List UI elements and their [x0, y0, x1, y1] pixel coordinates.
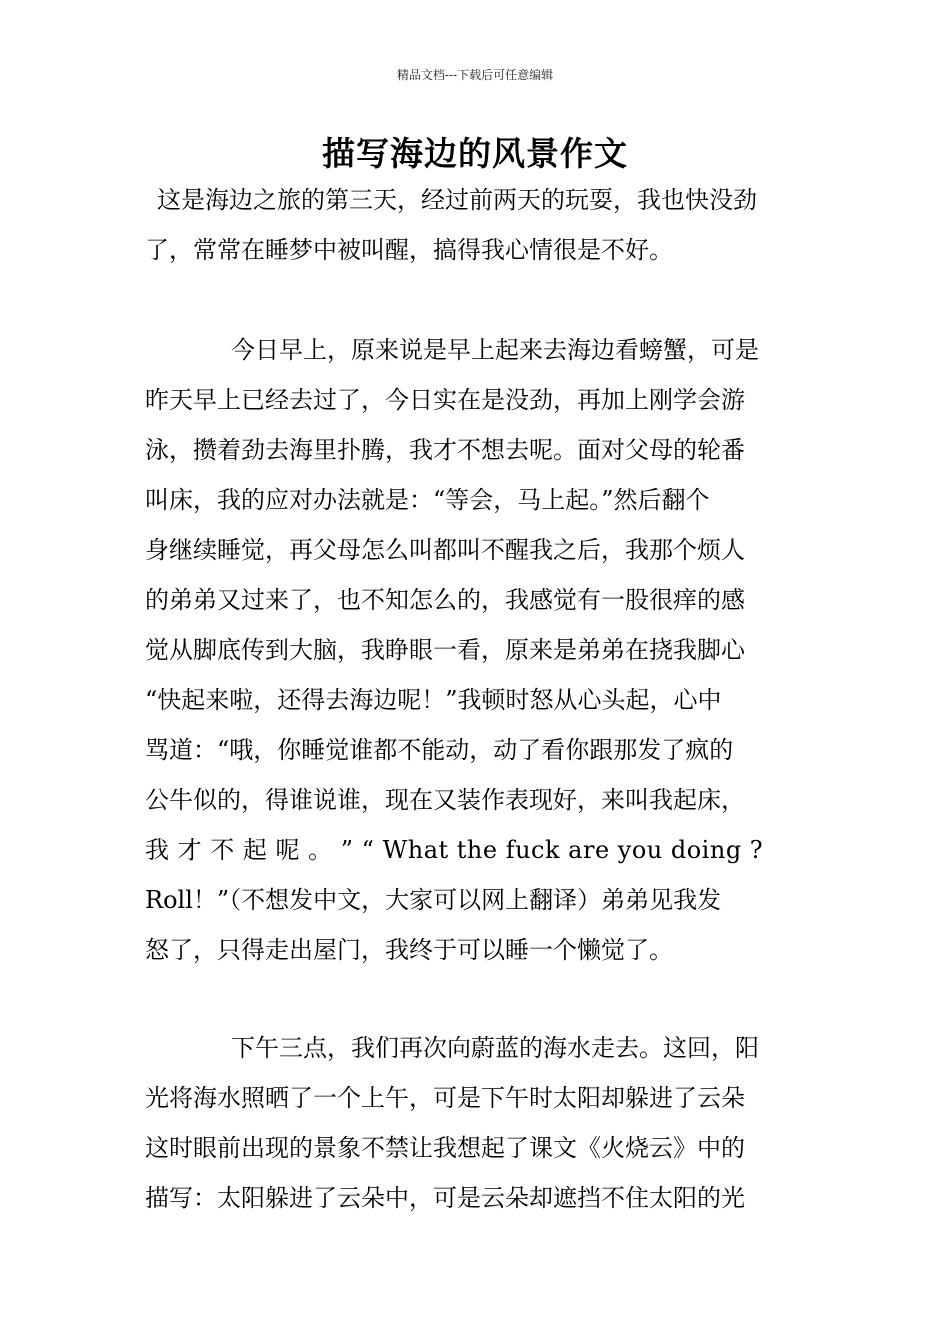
paragraph-line: 光将海水照晒了一个上午，可是下午时太阳却躲进了云朵: [145, 1084, 745, 1112]
paragraph-line: 的弟弟又过来了，也不知怎么的，我感觉有一股很痒的感: [145, 586, 745, 614]
page-title: 描写海边的风景作文: [322, 134, 628, 173]
paragraph-line: “快起来啦，还得去海边呢！”我顿时怒从心头起，心中: [145, 686, 722, 714]
paragraph-line: 下午三点，我们再次向蔚蓝的海水走去。这回，阳: [231, 1034, 759, 1062]
paragraph-line: 昨天早上已经去过了，今日实在是没劲，再加上刚学会游: [145, 386, 745, 414]
paragraph-3: [145, 1023, 805, 1223]
paragraph-1: [145, 175, 805, 275]
paragraph-line: 描写：太阳躲进了云朵中，可是云朵却遮挡不住太阳的光: [145, 1184, 745, 1212]
paragraph-line: 骂道：“哦，你睡觉谁都不能动，动了看你跟那发了疯的: [145, 736, 734, 764]
paragraph-line: 怒了，只得走出屋门，我终于可以睡一个懒觉了。: [145, 936, 673, 964]
paragraph-line: 了，常常在睡梦中被叫醒，搞得我心情很是不好。: [145, 236, 673, 264]
paragraph-line: 这是海边之旅的第三天，经过前两天的玩耍，我也快没劲: [157, 186, 757, 214]
paragraph-line: 泳，攒着劲去海里扑腾，我才不想去呢。面对父母的轮番: [145, 436, 745, 464]
paragraph-line: Roll！”（不想发中文，大家可以网上翻译）弟弟见我发: [145, 886, 722, 914]
page-header: 精品文档---下载后可任意编辑: [396, 68, 554, 82]
paragraph-line: 叫床，我的应对办法就是：“等会，马上起。”然后翻个: [145, 486, 710, 514]
paragraph-line: 身继续睡觉，再父母怎么叫都叫不醒我之后，我那个烦人: [145, 536, 745, 564]
paragraph-line: 我 才 不 起 呢 。 ” “ What the fuck are you doing ?: [145, 836, 764, 864]
paragraph-line: 觉从脚底传到大脑，我睁眼一看，原来是弟弟在挠我脚心: [145, 636, 745, 664]
paragraph-line: 今日早上，原来说是早上起来去海边看螃蟹，可是: [231, 336, 759, 364]
paragraph-2: [145, 325, 805, 975]
paragraph-line: 公牛似的，得谁说谁，现在又装作表现好，来叫我起床，: [145, 786, 745, 814]
paragraph-line: 这时眼前出现的景象不禁让我想起了课文《火烧云》中的: [145, 1134, 745, 1162]
